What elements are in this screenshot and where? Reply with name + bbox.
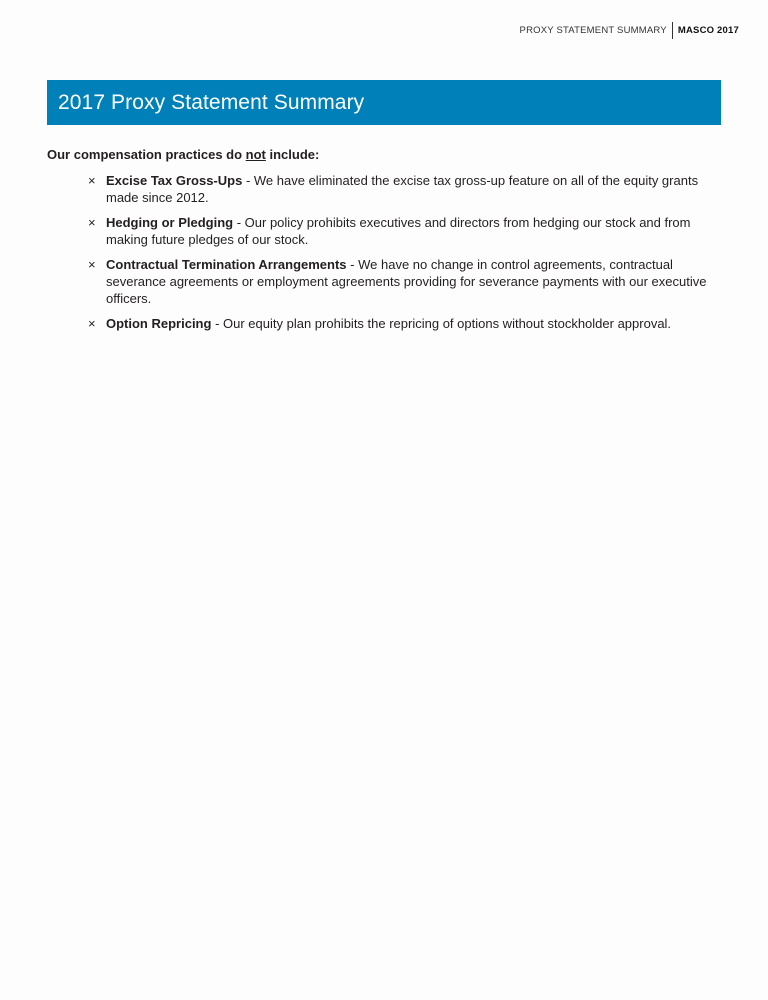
practice-separator: -: [211, 316, 224, 331]
intro-emphasis: not: [245, 147, 266, 162]
header-section-label: PROXY STATEMENT SUMMARY: [519, 25, 667, 36]
practice-separator: -: [346, 257, 359, 272]
practice-title: Excise Tax Gross-Ups: [106, 173, 243, 188]
practice-separator: -: [242, 173, 254, 188]
practice-separator: -: [233, 215, 245, 230]
practice-item: [88, 214, 718, 248]
practice-title: Hedging or Pledging: [106, 215, 234, 230]
header-company-label: MASCO 2017: [677, 25, 739, 36]
page-title: 2017 Proxy Statement Summary: [58, 90, 365, 114]
practice-body: [106, 256, 718, 307]
running-header: [520, 22, 739, 39]
practice-text: We have no change in control agreements, contractual severance agreements or employment agreements providing for severance payments with our executive officers.: [106, 257, 707, 306]
x-mark-icon: ×: [88, 173, 96, 188]
intro-after: include:: [265, 147, 320, 162]
practice-item: [88, 256, 718, 307]
practice-body: [106, 172, 718, 206]
practice-text: Our policy prohibits executives and directors from hedging our stock and from making future pledges of our stock.: [106, 215, 691, 247]
x-mark-icon: ×: [88, 257, 96, 272]
practice-title: Option Repricing: [106, 316, 212, 331]
x-mark-icon: ×: [88, 215, 96, 230]
practice-list: [88, 172, 718, 340]
practice-title: Contractual Termination Arrangements: [106, 257, 347, 272]
intro-before: Our compensation practices do: [47, 147, 246, 162]
practice-text: Our equity plan prohibits the repricing of options without stockholder approval.: [223, 316, 672, 331]
practice-text: We have eliminated the excise tax gross-up feature on all of the equity grants made since 2012.: [106, 173, 699, 205]
practice-body: [106, 315, 671, 332]
intro-heading: [47, 147, 319, 162]
practice-item: [88, 172, 718, 206]
x-mark-icon: ×: [88, 316, 96, 331]
title-banner: [47, 80, 721, 125]
practice-item: [88, 315, 718, 332]
practice-body: [106, 214, 718, 248]
